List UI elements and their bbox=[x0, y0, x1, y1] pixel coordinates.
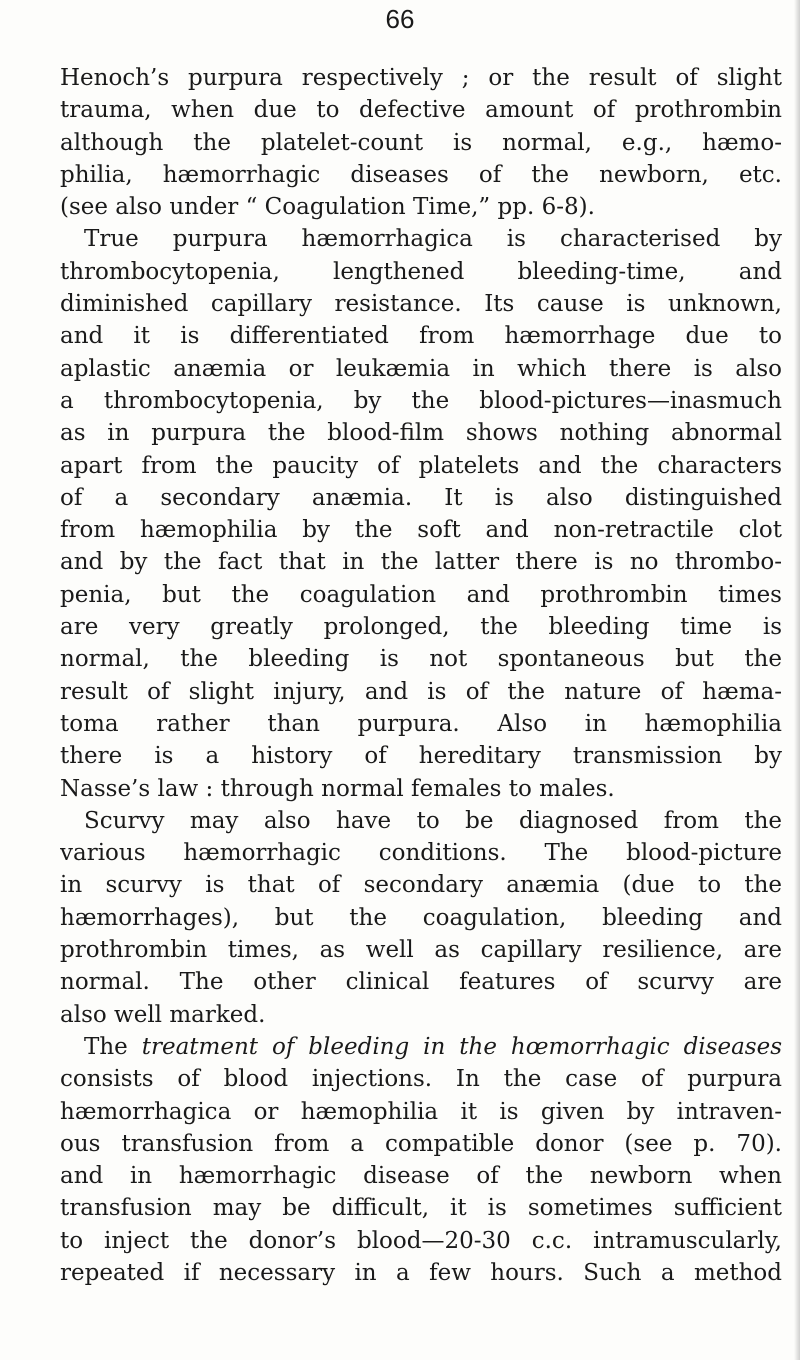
text-line: in scurvy is that of secondary anæmia (due to the bbox=[60, 872, 782, 899]
text-line: normal, the bleeding is not spontaneous but the bbox=[60, 646, 782, 673]
text-line: and it is differentiated from hæmorrhage due to bbox=[60, 323, 782, 350]
text-line: and in hæmorrhagic disease of the newborn when bbox=[60, 1163, 782, 1190]
text-line: Nasse’s law : through normal females to males. bbox=[60, 775, 615, 802]
text-line: there is a history of hereditary transmission by bbox=[60, 743, 782, 770]
text-line: penia, but the coagulation and prothrombin times bbox=[60, 581, 782, 608]
text-line: prothrombin times, as well as capillary resilience, are bbox=[60, 937, 782, 964]
text-line: Henoch’s purpura respectively ; or the result of slight bbox=[60, 65, 782, 91]
text-line: as in purpura the blood-film shows nothing abnormal bbox=[60, 420, 782, 447]
italic-phrase: treatment of bleeding in the hœmorrhagic diseases bbox=[141, 1033, 782, 1060]
text-line: also well marked. bbox=[60, 1001, 266, 1028]
text-line: normal. The other clinical features of scurvy are bbox=[60, 969, 782, 996]
text-line: trauma, when due to defective amount of prothrombin bbox=[60, 97, 782, 124]
text-line: diminished capillary resistance. Its cause is unknown, bbox=[60, 291, 782, 318]
text-line: (see also under “ Coagulation Time,” pp. 6-8). bbox=[60, 194, 595, 221]
text-line: thrombocytopenia, lengthened bleeding-time, and bbox=[60, 258, 782, 285]
text-line: transfusion may be difficult, it is sometimes sufficient bbox=[60, 1195, 782, 1222]
text-line: repeated if necessary in a few hours. Such a method bbox=[60, 1259, 782, 1286]
line-prefix: The bbox=[84, 1033, 142, 1060]
text-line: hæmorrhagica or hæmophilia it is given by intraven- bbox=[60, 1098, 782, 1125]
text-line: of a secondary anæmia. It is also distinguished bbox=[60, 484, 782, 511]
page-number: 66 bbox=[385, 4, 415, 34]
text-line: ous transfusion from a compatible donor (see p. 70). bbox=[60, 1130, 782, 1157]
text-line: and by the fact that in the latter there is no thrombo- bbox=[60, 549, 782, 576]
text-line: to inject the donor’s blood—20-30 c.c. intramuscularly, bbox=[60, 1227, 782, 1254]
text-line: result of slight injury, and is of the nature of hæma- bbox=[60, 678, 782, 705]
text-line: hæmorrhages), but the coagulation, bleeding and bbox=[60, 904, 782, 931]
text-line bbox=[60, 1031, 782, 1063]
page-edge-shadow bbox=[794, 0, 800, 1360]
text-line: from hæmophilia by the soft and non-retractile clot bbox=[60, 517, 782, 544]
text-line: although the platelet-count is normal, e.g., hæmo- bbox=[60, 129, 782, 156]
text-line: True purpura hæmorrhagica is characterised by bbox=[84, 226, 782, 253]
text-line: philia, hæmorrhagic diseases of the newborn, etc. bbox=[60, 161, 782, 188]
text-line: Scurvy may also have to be diagnosed from the bbox=[84, 807, 782, 834]
text-line: are very greatly prolonged, the bleeding time is bbox=[60, 614, 782, 641]
text-line: consists of blood injections. In the case of purpura bbox=[60, 1066, 782, 1093]
text-line: aplastic anæmia or leukæmia in which there is also bbox=[60, 355, 782, 382]
text-line: toma rather than purpura. Also in hæmophilia bbox=[60, 710, 782, 737]
text-line: a thrombocytopenia, by the blood-pictures—inasmuch bbox=[60, 387, 782, 414]
text-line: various hæmorrhagic conditions. The blood-picture bbox=[60, 840, 782, 867]
text-line: apart from the paucity of platelets and the characters bbox=[60, 452, 782, 479]
body-text bbox=[60, 62, 782, 1289]
